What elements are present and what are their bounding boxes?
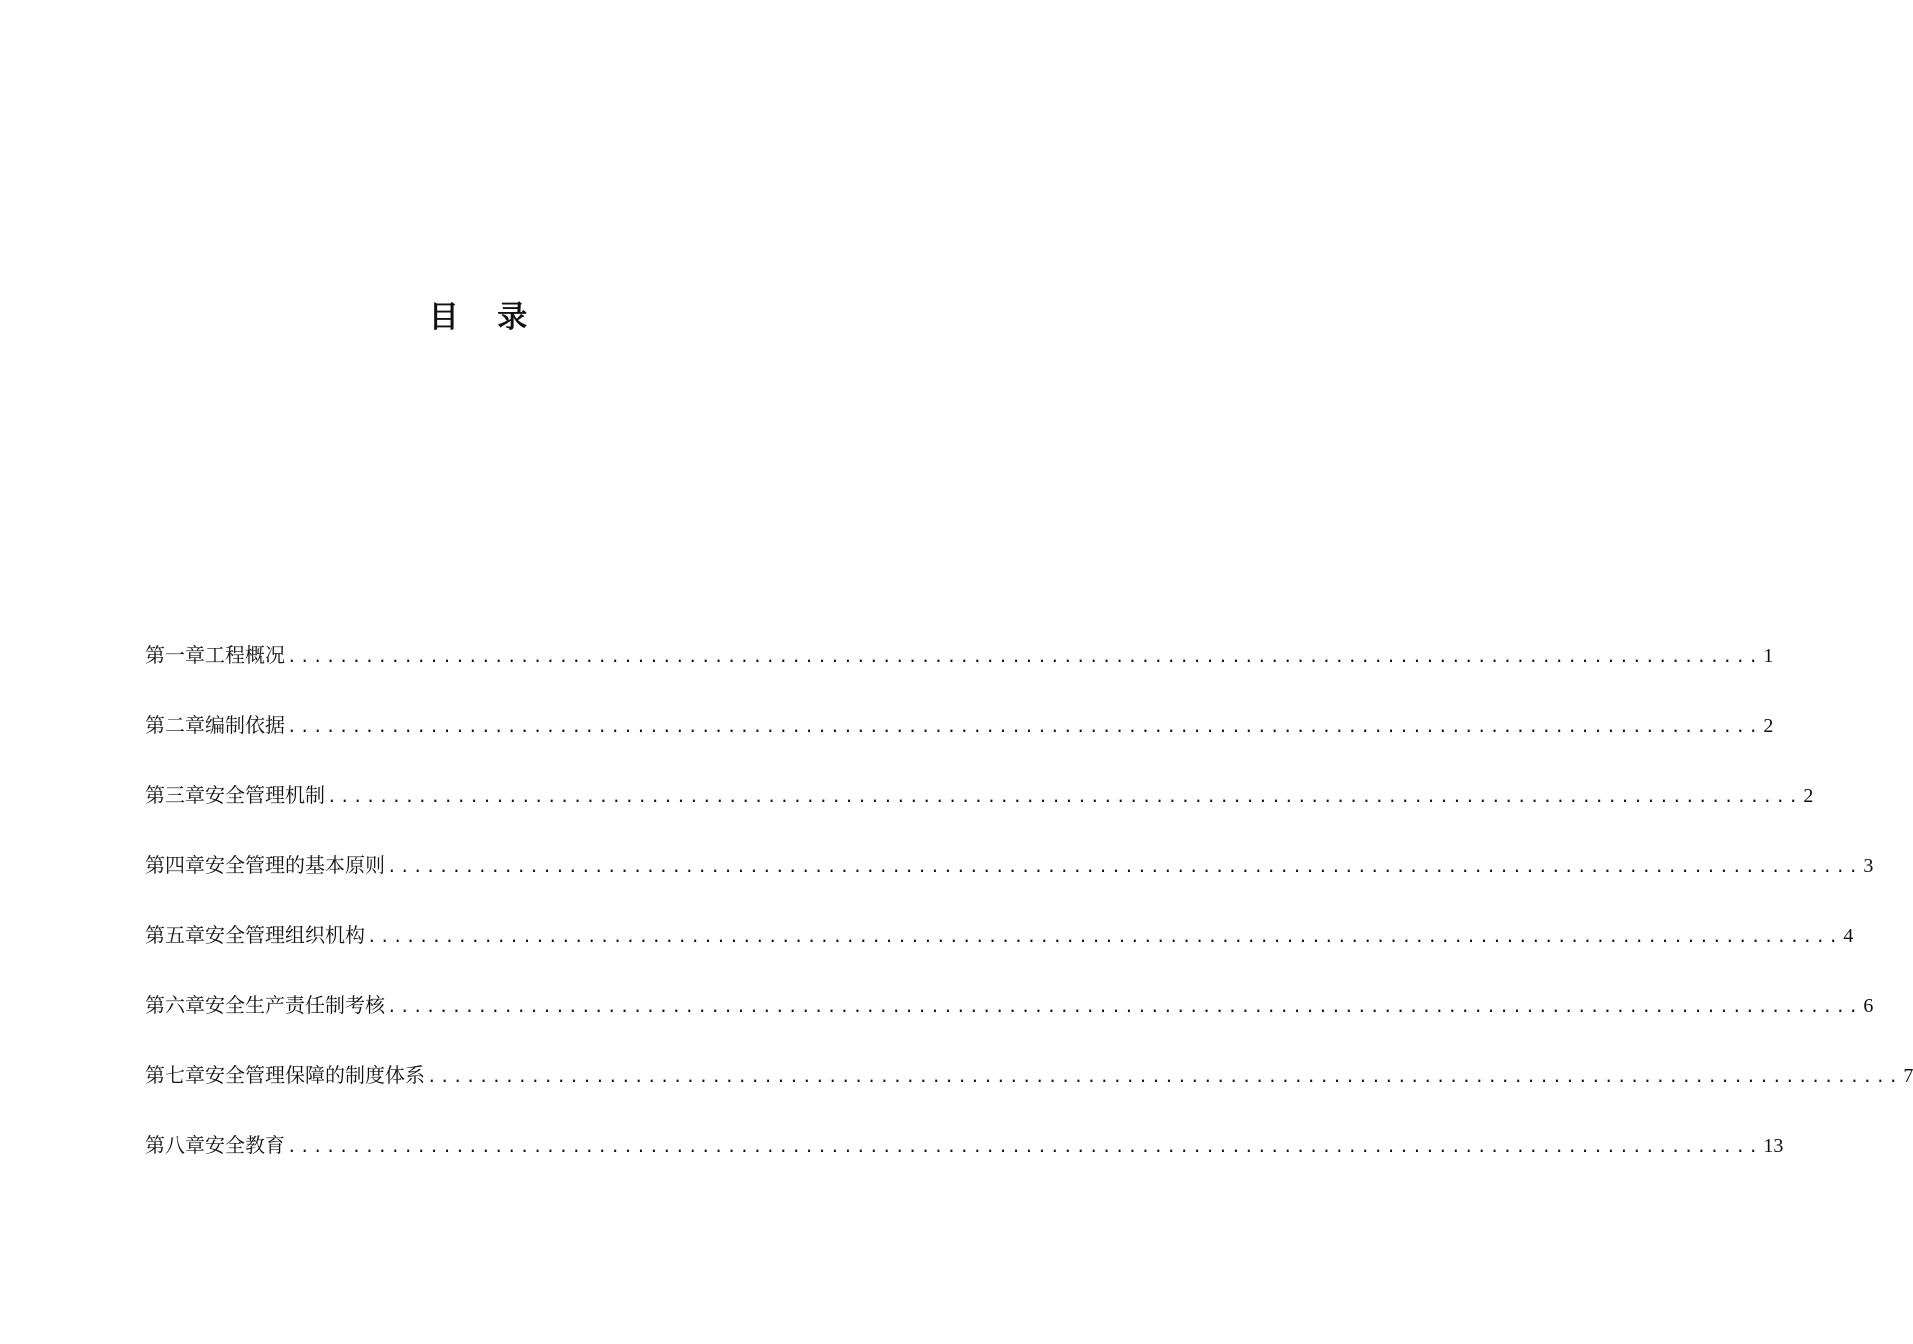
toc-entry xyxy=(145,780,1814,850)
page-number: 3 xyxy=(1863,855,1874,877)
chapter-title: 工程概况 xyxy=(205,643,285,667)
chapter-title: 安全管理组织机构 xyxy=(205,923,365,947)
dot-leader: .................................................................................................................. xyxy=(287,647,1762,666)
dot-leader: .................................................................................................................. xyxy=(387,997,1862,1016)
page-number: 13 xyxy=(1763,1135,1784,1157)
chapter-title: 安全教育 xyxy=(205,1133,285,1157)
chapter-number: 第六章 xyxy=(145,993,205,1017)
dot-leader: .................................................................................................................. xyxy=(327,787,1802,806)
toc-entry xyxy=(145,640,1774,710)
toc-entry xyxy=(145,1130,1784,1200)
toc-entry xyxy=(145,1060,1913,1130)
toc-entry xyxy=(145,710,1774,780)
dot-leader: .................................................................................................................. xyxy=(367,927,1842,946)
chapter-title: 编制依据 xyxy=(205,713,285,737)
chapter-number: 第五章 xyxy=(145,923,205,947)
chapter-number: 第三章 xyxy=(145,783,205,807)
page-number: 1 xyxy=(1763,645,1774,667)
chapter-title: 安全管理机制 xyxy=(205,783,325,807)
page-number: 2 xyxy=(1763,715,1774,737)
chapter-title: 安全管理保障的制度体系 xyxy=(205,1063,425,1087)
chapter-number: 第八章 xyxy=(145,1133,205,1157)
toc-entry xyxy=(145,920,1854,990)
toc-entry xyxy=(145,990,1874,1060)
page-number: 6 xyxy=(1863,995,1874,1017)
toc-list xyxy=(145,640,1913,1200)
toc-entry xyxy=(145,850,1874,920)
dot-leader: .................................................................................................................. xyxy=(387,857,1862,876)
chapter-number: 第二章 xyxy=(145,713,205,737)
chapter-number: 第七章 xyxy=(145,1063,205,1087)
page-number: 7 xyxy=(1903,1065,1913,1087)
dot-leader: .................................................................................................................. xyxy=(287,717,1762,736)
page-number: 4 xyxy=(1843,925,1854,947)
dot-leader: .................................................................................................................. xyxy=(427,1067,1902,1086)
chapter-number: 第一章 xyxy=(145,643,205,667)
toc-heading: 目 录 xyxy=(428,300,542,335)
dot-leader: .................................................................................................................. xyxy=(287,1137,1762,1156)
chapter-title: 安全管理的基本原则 xyxy=(205,853,385,877)
page-number: 2 xyxy=(1803,785,1814,807)
chapter-title: 安全生产责任制考核 xyxy=(205,993,385,1017)
chapter-number: 第四章 xyxy=(145,853,205,877)
